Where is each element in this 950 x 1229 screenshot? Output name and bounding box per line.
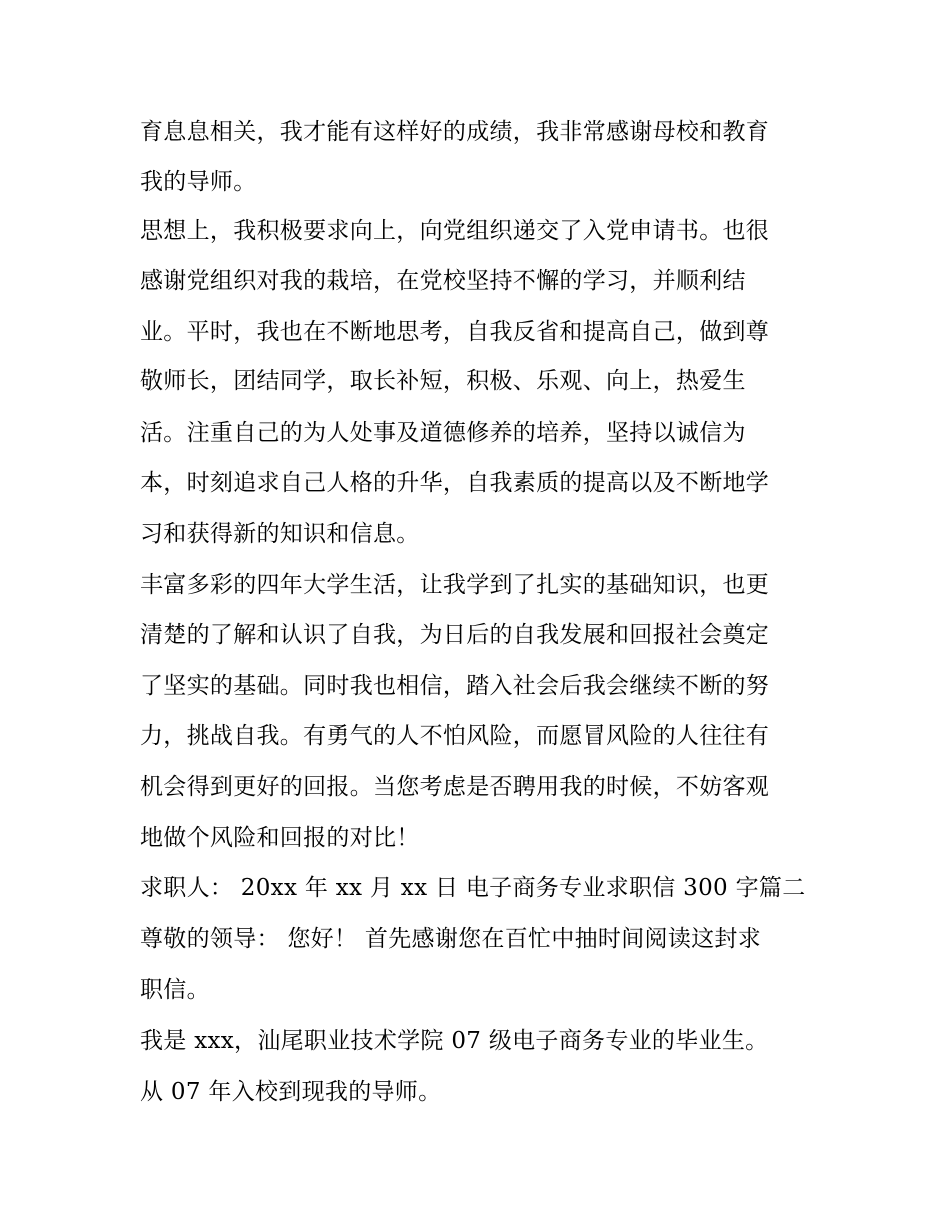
text-line: 敬师长，团结同学，取长补短，积极、乐观、向上，热爱生 — [140, 368, 746, 394]
text-line: 习和获得新的知识和信息。 — [140, 521, 420, 547]
text-line: 活。注重自己的为人处事及道德修养的培养，坚持以诚信为 — [140, 420, 746, 446]
text-line: 力，挑战自我。有勇气的人不怕风险，而愿冒风险的人往往有 — [140, 723, 770, 749]
text-line: 感谢党组织对我的栽培，在党校坚持不懈的学习，并顺利结 — [140, 268, 746, 294]
text-line: 我的导师。 — [140, 169, 257, 195]
text-line: 职信。 — [140, 977, 210, 1003]
text-line: 从 07 年入校到现我的导师。 — [140, 1079, 442, 1105]
text-line: 了坚实的基础。同时我也相信，踏入社会后我会继续不断的努 — [140, 673, 770, 699]
text-line: 思想上，我积极要求向上，向党组织递交了入党申请书。也很 — [140, 218, 770, 244]
text-line: 我是 xxx，汕尾职业技术学院 07 级电子商务专业的毕业生。 — [140, 1028, 769, 1054]
text-line: 丰富多彩的四年大学生活，让我学到了扎实的基础知识，也更 — [140, 572, 770, 598]
text-line: 本，时刻追求自己人格的升华，自我素质的提高以及不断地学 — [140, 470, 770, 496]
text-line: 业。平时，我也在不断地思考，自我反省和提高自己，做到尊 — [140, 319, 770, 345]
text-line: 机会得到更好的回报。当您考虑是否聘用我的时候，不妨客观 — [140, 774, 770, 800]
text-line: 尊敬的领导： 您好！ 首先感谢您在百忙中抽时间阅读这封求 — [140, 926, 762, 952]
text-line: 清楚的了解和认识了自我，为日后的自我发展和回报社会奠定 — [140, 622, 770, 648]
text-line: 育息息相关，我才能有这样好的成绩，我非常感谢母校和教育 — [140, 119, 770, 145]
text-line: 求职人： 20xx 年 xx 月 xx 日 电子商务专业求职信 300 字篇二 — [140, 875, 806, 901]
text-line: 地做个风险和回报的对比！ — [140, 825, 420, 851]
